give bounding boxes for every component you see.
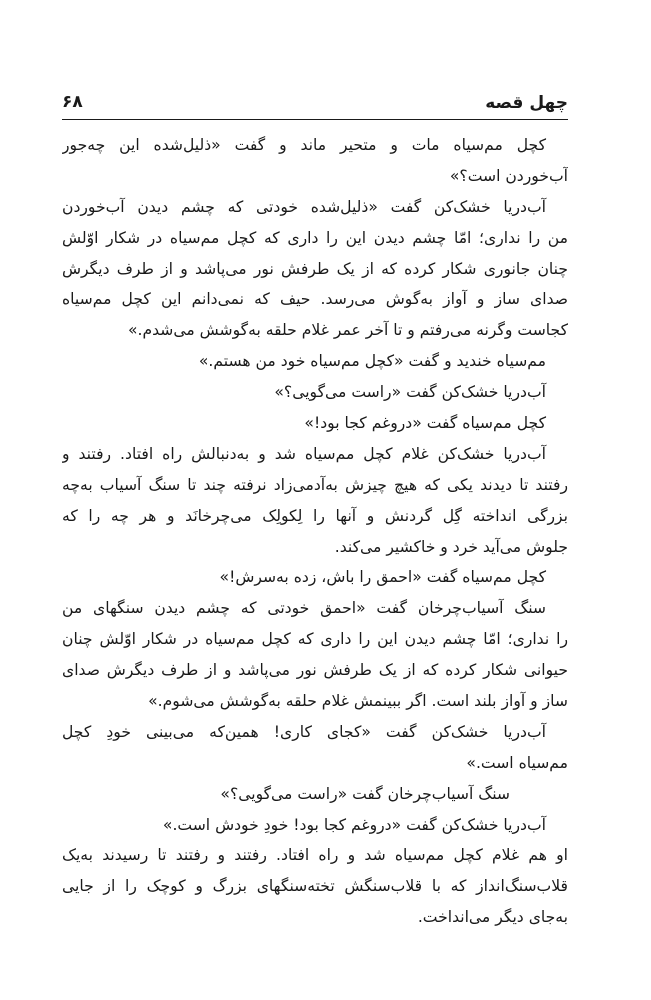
text-line: کچل مم‌سیاه مات و متحیر ماند و گفت «ذلیل‌شده این چه‌جور <box>62 136 546 154</box>
text-line: آب‌دریا خشک‌کن غلام کچل مم‌سیاه شد و به‌دنبالش راه افتاد. رفتند و <box>62 444 546 463</box>
text-line: مم‌سیاه است.» <box>466 753 568 772</box>
text-line: کچل مم‌سیاه گفت «احمق را باش، زده به‌سرش!» <box>219 568 546 587</box>
text-line: بزرگی انداخته گِل گردنش و آنها را لِکولِک می‌چرخانَد و هر چه را که <box>62 506 568 525</box>
text-line: کچل مم‌سیاه گفت «دروغم کجا بود!» <box>304 414 546 433</box>
text-line: مم‌سیاه خندید و گفت «کچل مم‌سیاه خود من هستم.» <box>198 352 546 371</box>
text-line: سنگ آسیاب‌چرخان گفت «راست می‌گویی؟» <box>220 784 510 803</box>
running-title: چهل قصه <box>485 93 568 113</box>
story-text <box>62 130 568 933</box>
text-line: آب‌خوردن است؟» <box>449 166 568 185</box>
text-line: آب‌دریا خشک‌کن گفت «ذلیل‌شده خودتی که چشم دیدن آب‌خوردن <box>62 197 546 216</box>
text-line: آب‌دریا خشک‌کن گفت «دروغم کجا بود! خودِ خودش است.» <box>162 815 546 834</box>
header-rule <box>62 119 568 120</box>
text-line: صدای ساز و آواز به‌گوش می‌رسد. حیف که نمی‌دانم این کچل مم‌سیاه <box>62 290 568 309</box>
text-line: او هم غلام کچل مم‌سیاه شد و راه افتاد. رفتند و رفتند تا رسیدند به‌یک <box>62 846 568 865</box>
text-line: آب‌دریا خشک‌کن گفت «کجای کاری! همین‌که می‌بینی خودِ کچل <box>62 722 546 741</box>
text-line: قلاب‌سنگ‌انداز که با قلاب‌سنگش تخته‌سنگهای بزرگ و کوچک را از جایی <box>62 877 568 896</box>
text-line: من را نداری؛ امّا چشم دیدن این را داری که کچل مم‌سیاه در شکار اوّلش <box>62 228 568 247</box>
text-line: جلوش می‌آید خرد و خاکشیر می‌کند. <box>334 537 568 556</box>
text-line: ساز و آواز بلند است. اگر ببینمش غلام حلقه به‌گوشش می‌شوم.» <box>148 692 568 711</box>
text-line: را نداری؛ امّا چشم دیدن این را داری که کچل مم‌سیاه در شکار اوّلش چنان <box>62 630 568 649</box>
text-line: کجاست وگرنه می‌رفتم و تا آخر عمر غلام حلقه به‌گوشش می‌شدم.» <box>127 321 568 340</box>
text-line: سنگ آسیاب‌چرخان گفت «احمق خودتی که چشم دیدن سنگهای من <box>62 599 546 618</box>
page-header <box>62 86 568 120</box>
page-number: ۶۸ <box>62 92 83 112</box>
text-line: آب‌دریا خشک‌کن گفت «راست می‌گویی؟» <box>274 383 546 402</box>
text-line: حیوانی شکار کرده که از یک طرفش نور می‌پاشد و از طرف دیگرش صدای <box>62 661 568 680</box>
text-line: به‌جای دیگر می‌انداخت. <box>417 908 568 927</box>
text-line: چنان جانوری شکار کرده که از یک طرفش نور می‌پاشد و از طرف دیگرش <box>62 259 568 278</box>
text-line: رفتند تا دیدند یکی که هیچ چیزش به‌آدمی‌زاد نرفته چند تا سنگ آسیاب به‌چه <box>62 475 568 494</box>
